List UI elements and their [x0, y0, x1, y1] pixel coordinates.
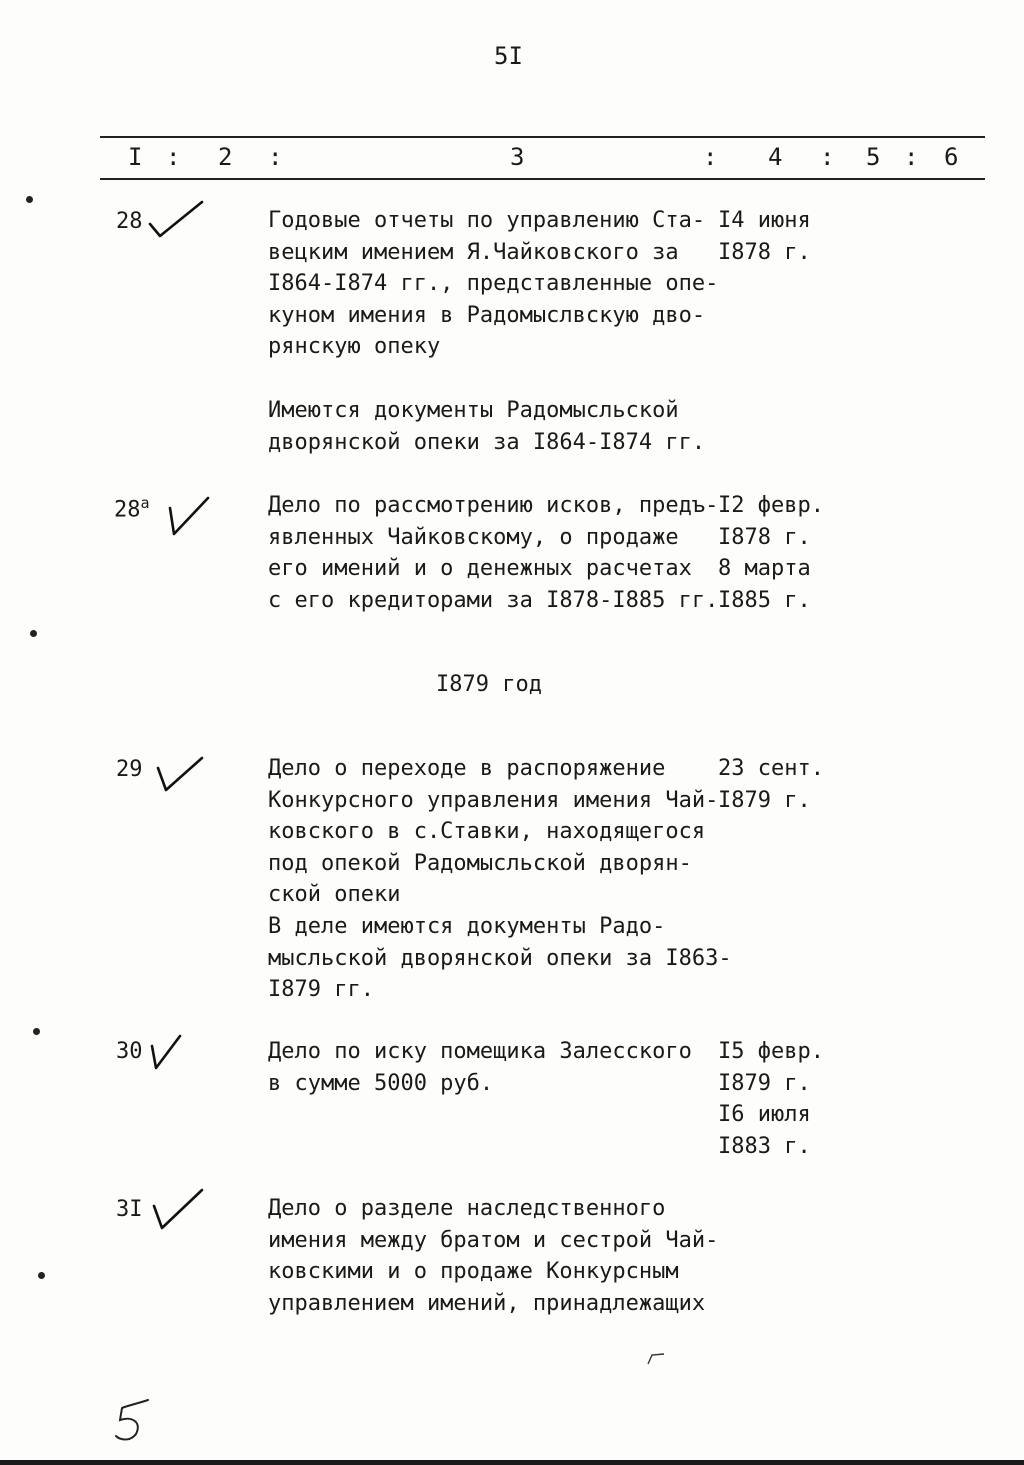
handwritten-mark-text — [118, 1420, 124, 1431]
column-separator: : — [904, 143, 919, 171]
header-top-rule — [100, 136, 985, 138]
entry-dates: 23 сент. I879 г. — [718, 756, 824, 813]
punch-mark — [30, 630, 37, 637]
checkmark-icon — [164, 494, 214, 540]
entry-number: 29 — [116, 757, 143, 782]
entry-description: Годовые отчеты по управлению Ста- вецким имением Я.Чайковского за I864-I874 гг., представленные опе- куном имения в Радомыслвскую дво- рянскую опеку — [268, 208, 719, 359]
entry-number: $28^а$ — [114, 494, 150, 523]
column-header-4: 4 — [768, 143, 783, 171]
column-separator: : — [268, 143, 283, 171]
column-separator: : — [820, 143, 835, 171]
entry-note: В деле имеются документы Радо- мысльской дворянской опеки за I863- I879 гг. — [268, 914, 732, 1002]
entry-dates: I2 февр. I878 г. 8 марта I885 г. — [718, 493, 824, 613]
entry-description: Дело о разделе наследственного имения между братом и сестрой Чай- ковскими и о продаже Конкурсным управлением имений, принадлежащих — [268, 1196, 719, 1316]
header-bottom-rule — [100, 178, 985, 180]
column-header-5: 5 — [866, 143, 881, 171]
entry-description: Дело о переходе в распоряжение Конкурсного управления имения Чай- ковского в с.Ставки, находящегося под опекой Радомысльской дворян- ской опеки — [268, 756, 719, 907]
column-separator: : — [703, 143, 718, 171]
checkmark-icon — [154, 754, 206, 796]
column-header-6: 6 — [944, 143, 959, 171]
punch-mark — [33, 1028, 40, 1035]
punch-mark — [38, 1272, 45, 1279]
entry-number: 3I — [116, 1197, 143, 1222]
punch-mark — [26, 196, 33, 203]
handwritten-mark — [108, 1396, 154, 1446]
entry-number-superscript: а — [140, 494, 150, 512]
checkmark-icon — [146, 198, 208, 240]
entry-description: Дело по рассмотрению исков, предъ- явленных Чайковскому, о продаже его имений и о денежных расчетах с его кредиторами за I878-I885 гг. — [268, 493, 719, 613]
column-header-3: 3 — [510, 143, 525, 171]
entry-dates: I5 февр. I879 г. I6 июля I883 г. — [718, 1039, 824, 1159]
entry-description: Дело по иску помещика Залесского в сумме 5000 руб. — [268, 1039, 692, 1096]
checkmark-icon — [146, 1032, 186, 1074]
entry-number: 30 — [116, 1039, 143, 1064]
entry-dates: I4 июня I878 г. — [718, 208, 811, 265]
column-separator: : — [166, 143, 181, 171]
entry-number: 28 — [116, 209, 143, 234]
pen-mark — [646, 1352, 666, 1366]
checkmark-icon — [150, 1186, 206, 1234]
column-header-1: I — [128, 143, 143, 171]
scan-bottom-edge — [0, 1460, 1024, 1465]
section-heading: I879 год — [436, 672, 542, 697]
entry-note: Имеются документы Радомысльской дворянской опеки за I864-I874 гг. — [268, 398, 706, 455]
column-header-2: 2 — [218, 143, 233, 171]
page-number: 5I — [494, 42, 523, 70]
